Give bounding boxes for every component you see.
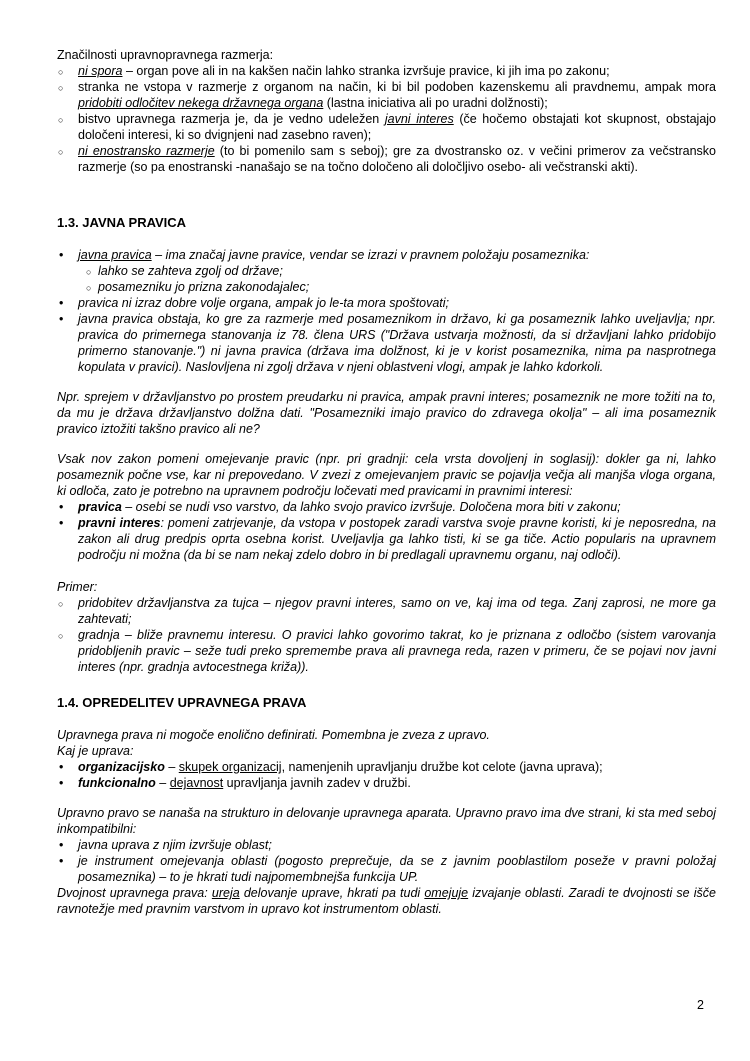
paragraph-upravno-pravo: Upravno pravo se nanaša na strukturo in delovanje upravnega aparata. Upravno pravo ima dve strani, ki sta med seboj inkompatibilni:: [57, 806, 716, 836]
dve-strani-list: [57, 837, 716, 885]
page-number: 2: [697, 998, 704, 1012]
section-1-3-heading: 1.3. JAVNA PRAVICA: [57, 215, 187, 230]
list-item-ni-spora: ○ ni spora – organ pove ali in na kakšen način lahko stranka izvršuje pravice, ki jih ima po zakonu;: [57, 63, 716, 79]
paragraph-definicija: Upravnega prava ni mogoče enolično definirati. Pomembna je zveza z upravo.: [57, 728, 490, 742]
paragraph-vsak-zakon: Vsak nov zakon pomeni omejevanje pravic (npr. pri gradnji: cela vrsta dovoljenj in soglasij): dokler ga ni, lahko posameznik počne vse, kar ni prepovedano. V zvezi z omejevanjem pravic se pojavlja večja ali manjša vloga organa, ki odloča, zato je potrebno na upravnem področju ločevati med pravicami in pravnimi interesi:: [57, 452, 716, 498]
paragraph-npr-drzavljanstvo: Npr. sprejem v državljanstvo po prostem preudarku ni pravica, ampak pravni interes; posameznik ne more tožiti na to, da mu je država državljanstvo dolžna dati. "Posamezniki imajo pravico do zdravega okolja" – ali ima posameznik pravico iztožiti takšno pravico ali ne?: [57, 390, 716, 436]
primer-list: [57, 595, 716, 675]
list-item-razmerje-drzava: • javna pravica obstaja, ko gre za razmerje med posameznikom in državo, ki ga posameznik lahko uveljavlja; npr. pravica do primernega stanovanja iz 78. člena URS ("Država ustvarja možnosti, da si državljani lahko pridobijo primerno stanovanje.") ni javna pravica (država ima dolžnost, ki je v korist posameznika, nima pa nasprotnega kopulata v pravici). Naslovljena ni zgolj država v njeni oblastveni vlogi, ampak je lahko kdorkoli.: [57, 311, 716, 375]
section-1-4-heading: 1.4. OPREDELITEV UPRAVNEGA PRAVA: [57, 695, 307, 710]
list-item-funkcionalno: • funkcionalno – dejavnost upravljanja javnih zadev v družbi.: [57, 775, 716, 791]
list-item-bistvo: ○ bistvo upravnega razmerja je, da je vedno udeležen javni interes (če hočemo obstajati kot skupnost, obstajajo določeni interesi, ki so dvignjeni nad zasebno raven);: [57, 111, 716, 143]
list-item-pravni-interes: • pravni interes: pomeni zatrjevanje, da vstopa v postopek zaradi varstva svoje pravne koristi, ki je neposredna, na zakon ali drug predpis oprta osebna korist. Uveljavlja ga lahko tisti, ki se ga tiče. Actio popularis na upravnem področju ni možna (da bi se nam nekaj zdelo dobro in bi predlagali upravnemu organu, naj odloči).: [57, 515, 716, 563]
list-item-oblast: • javna uprava z njim izvršuje oblast;: [57, 837, 716, 853]
list-item-javna-pravica: • javna pravica – ima značaj javne pravice, vendar se izrazi v pravnem položaju posameznika:: [57, 247, 716, 263]
list-item-organizacijsko: • organizacijsko – skupek organizacij, namenjenih upravljanju družbe kot celote (javna uprava);: [57, 759, 716, 775]
list-item-dobra-volja: • pravica ni izraz dobre volje organa, ampak jo le-ta mora spoštovati;: [57, 295, 716, 311]
list-item-gradnja: ○ gradnja – bliže pravnemu interesu. O pravici lahko govorimo takrat, ko je priznana z odločbo (sistem varovanja pridobljenih pravic – seže tudi preko spremembe prava ali pravnega reda, razen v primeru, če se pojavi nov javni interes (npr. gradnja avtocestnega križa)).: [57, 627, 716, 675]
list-item-pravica: • pravica – osebi se nudi vso varstvo, da lahko svojo pravico izvršuje. Določena mora biti v zakonu;: [57, 499, 716, 515]
pravica-interes-list: [57, 499, 716, 563]
list-item-pridobitev: ○ pridobitev državljanstva za tujca – njegov pravni interes, samo on ve, kaj ima od tega. Zanj zaprosi, ne more ga zahtevati;: [57, 595, 716, 627]
uprava-list: [57, 759, 716, 791]
list-item-enostransko: ○ ni enostransko razmerje (to bi pomenilo sam s seboj); gre za dvostransko oz. v večini primerov za večstransko razmerje (so pa enostranski -nanašajo se na točno določeno ali določljivo osebo- ali večstranski akti).: [57, 143, 716, 175]
intro-title: Značilnosti upravnopravnega razmerja:: [57, 48, 274, 62]
paragraph-kaj-je-uprava: Kaj je uprava:: [57, 744, 134, 758]
intro-list: [57, 63, 716, 175]
sub-list-item-zahteva: ○ lahko se zahteva zgolj od države;: [85, 263, 716, 279]
sub-list-item-zakonodajalec: ○ posamezniku jo prizna zakonodajalec;: [85, 279, 716, 295]
paragraph-dvojnost: Dvojnost upravnega prava: ureja delovanje uprave, hkrati pa tudi omejuje izvajanje oblasti. Zaradi te dvojnosti se išče ravnotežje med pravnim varstvom in upravo kot instrumentom oblasti.: [57, 886, 716, 916]
primer-label: Primer:: [57, 580, 98, 594]
list-item-stranka: ○ stranka ne vstopa v razmerje z organom na način, ki bi bil podoben kazenskemu ali pravdnemu, ampak mora pridobiti odločitev nekega državnega organa (lastna iniciativa ali po uradni dolžnosti);: [57, 79, 716, 111]
list-item-instrument: • je instrument omejevanja oblasti (pogosto preprečuje, da se z javnim pooblastilom poseže v pravni položaj posameznika) – to je hkrati tudi najpomembnejša funkcija UP.: [57, 853, 716, 885]
javna-pravica-list: [57, 247, 716, 375]
